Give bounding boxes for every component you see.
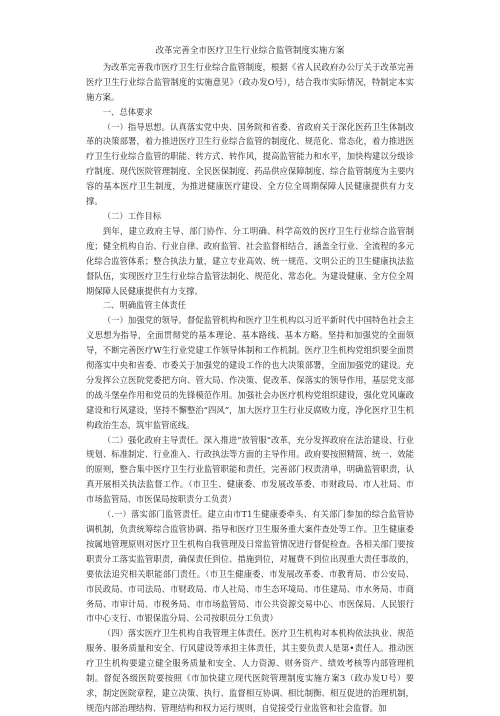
paragraph: （.一）落实部门监管责任。建立由市T1生健康委牵头、有关部门参加的综合监管协调机制，负责统筹综合监管协调、指导和医疗卫生服务重大案件查处等工作。卫生健康委按属地管理原则对医疗卫生机构自我管理及日常监管情况进行督促检查。各相关部门要按职责分工落实监管职责，确保责任到位、措施到位，对履费不到位出现重大责任事故的，要依法追究相关职能部门责任。（市卫生健康委、市发展改革委、市教育局、市公安局、市民政局、市司法局、市财政局、市人社局、市生态环境局、市住建局、市水务局、市商务局、市审计局、市税务局、市市场监管局、市公共资源交易中心、市医保局、人民银行市中心支行、市银保监分局、公司按职员分工负责） — [86, 509, 414, 624]
paragraph: （一）加强党的领导。督促监管机构和医疗卫生机构以习近平新时代中国特色社会主义思想为指导，全面贯彻党的基本理论、基本路线、基本方略。坚持和加强党的全面领导，不断完善医疗W生行业党建工作领导体制和工作机制。医疗卫生机构党组织要全面贯彻落实中央和省委、市委关于加强党的建设工作的也大决策部署，全面加强党的建设。充分发挥公立医院党委把方向、管大局、作决策、促改革、保落实的领导作用，基层党支部的战斗堡垒作用和党员的先锋模范作用。加强社会办医疗机构党组织建设，强化党风廉政建设和行风建设，坚持不懈整治“四风”，加大医疗卫生行业反腐败力度，净化医疗卫生机构政治生态，筑牢监管底线。 — [86, 315, 414, 430]
paragraph: （四）落实医疗卫生机构自我管理主体责任。医疗卫生机构对本机构依法执业、规范服务、服务质量和安全、行风建设等承担主体责任，其主要负责人是第•责任人。推动医疗卫生机构要建立健全服务质量和安全、人力资源、财务资产、绩效考核等内部管理机制。督促各级医院要按照《市加快建立现代医院管理制度实施方案3（政办发U号）要求，制定医院章程，建立决策、执行、监督相互协调、相比制衡、相互促进的治理机制，规范内部治理结构、管理结构和权力运行规则，自觉接受行业监管和社会监督。加 — [86, 628, 414, 713]
section-heading: 一、总体要求 — [102, 106, 153, 117]
paragraph: 为改革完善我市医疗卫生行业综合监管制度，根据《省人民政府办公厅关于改革完善医疗卫生行业综合监管制度的实施意见》（政办发O号），结合我市实际情况，特制定本实施方案。 — [86, 61, 414, 102]
paragraph: （二）工作目标 — [102, 210, 162, 221]
paragraph: （一）指导思想。认真落实党中央、国务院和省委、省政府关于深化医药卫生体制改革的决策部署，着力推进医疗卫生行业综合监管的制度化、规范化、常态化，着力推进医疗卫生行业综合监管的职能、转方式、转作风，提高监管能力和水平，加快构建以分级诊疗制度、现代医院管理制度、全民医保制度、药品供应保障制度、综合监管制度为主要内容的基本医疗卫生制度，为推进健康医疗建设、全方位全周期保障人民健康提供有力支撑。 — [86, 121, 414, 207]
paragraph: 到年，建立政府主导、部门协作、分工明确、科学高效的医疗卫生行业综合监管制度；健全机构自治、行业自律、政府监管、社会监督相结合，涵盖全行业、全流程的多元化综合监管体系；整合执法力量，建立专业高效、统一规范、文明公正的卫生健康执法监督队伍，实现医疗卫生行业综合监管法制化、规范化、常态化。为建设健康、全方位全周期保障人民健康提供有力支撑。 — [86, 225, 414, 296]
paragraph: （二）强化政府主导责任。深入推进“放管服”改革，充分发挥政府在法治建设、行业规划、标准制定、行业准入、行政执法等方面的主导作用。政府要按照精简、统一、效能的原则，整合集中医疗卫生行业监管职能和责任，完善部门权责清单，明确监管职责，认真开展相关执法监督工作。（市卫生、健康委、市发展改革委、市财政局、市人社局、市市场监管局、市医保局按职责分工负责） — [86, 434, 414, 505]
document-title: 改革完善全市医疗卫生行业综合监管制度实施方案 — [155, 46, 345, 56]
document-body — [86, 60, 414, 716]
section-heading: 二、明确监管主体责任 — [102, 300, 187, 311]
